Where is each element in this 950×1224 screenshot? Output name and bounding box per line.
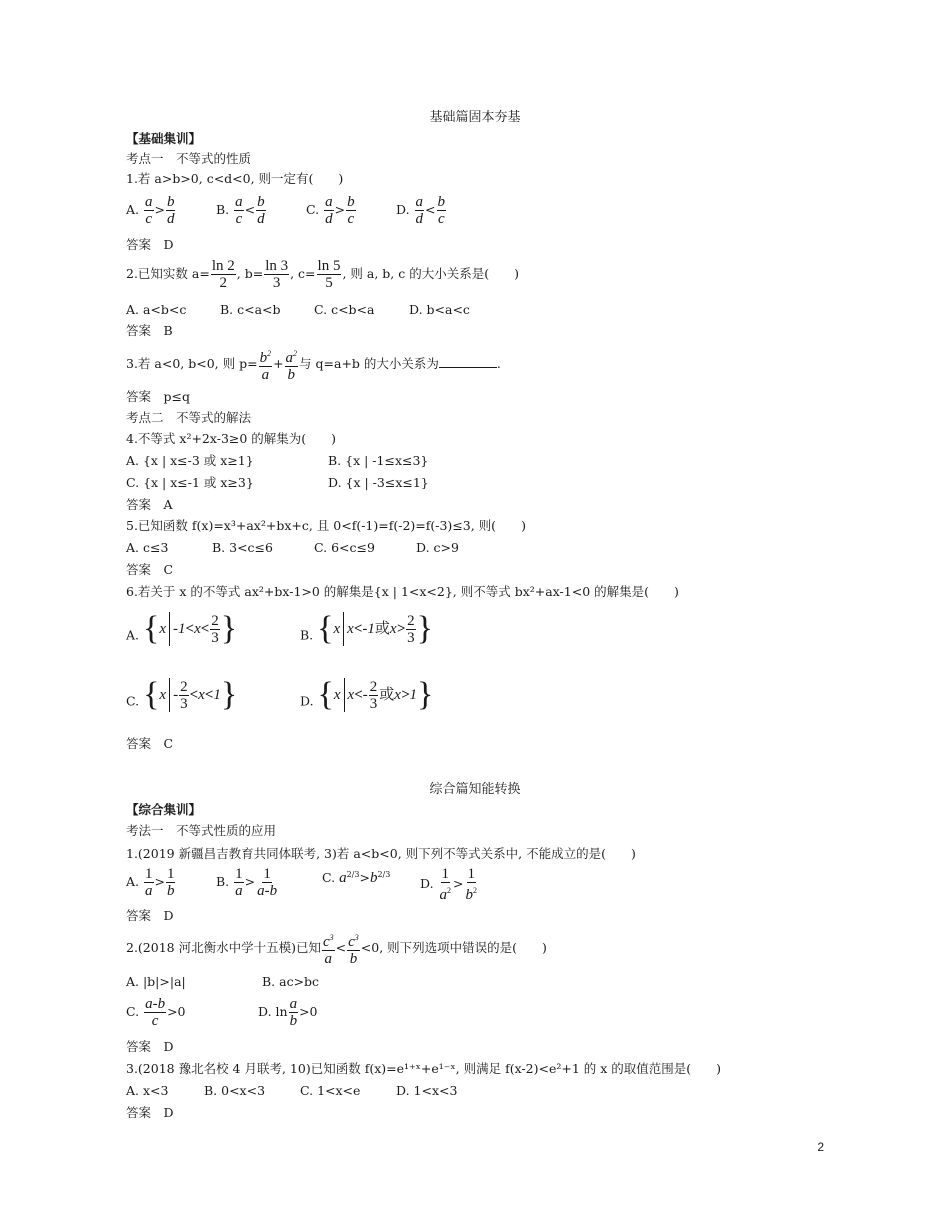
q1-answer: 答案 D (126, 237, 174, 252)
q1-option-b: B. $\frac{a}{c}$ < $\frac{b}{d}$ (216, 194, 265, 227)
question-6: 6.若关于 x 的不等式 ax²+bx-1>0 的解集是{x | 1<x<2}, 则不等式 bx²+ax-1<0 的解集是( ) (126, 584, 679, 599)
q5-option-c: C. 6<c≤9 (314, 540, 375, 555)
section2-title: 综合篇知能转换 (429, 782, 521, 797)
q4-option-c: C. {x | x≤-1 或 x≥3} (126, 475, 254, 490)
q4-option-d: D. {x | -3≤x≤1} (328, 475, 429, 490)
q2-option-c: C. c<b<a (314, 302, 375, 317)
s2-question-1: 1.(2019 新疆昌吉教育共同体联考, 3)若 a<b<0, 则下列不等式关系中, 不能成立的是( ) (126, 846, 636, 861)
q2-answer: 答案 B (126, 323, 173, 338)
q2-option-d: D. b<a<c (409, 302, 470, 317)
s2q2-answer: 答案 D (126, 1039, 174, 1054)
q2-option-a: A. a<b<c (126, 302, 187, 317)
s2q2-option-d: D. ln $\frac{a}{b}$ >0 (258, 996, 318, 1029)
s2q2-option-a: A. |b|>|a| (126, 974, 186, 989)
knowledge-point-2: 考点二 不等式的解法 (126, 410, 252, 425)
question-3: 3.若 a<0, b<0, 则 p= $\frac{b^2}{a}$ + $\frac{a^2}{b}$ 与 q=a+b 的大小关系为 . (126, 346, 501, 383)
question-2: 2.已知实数 a= $\frac{\ln 2}{2}$ , b= $\frac{\ln 3}{3}$ , c= $\frac{\ln 5}{5}$ , 则 a, b, c 的大小关系是( ) (126, 258, 519, 291)
knowledge-point-3: 考法一 不等式性质的应用 (126, 823, 277, 838)
s2q1-option-a: A. $\frac{1}{a}$ > $\frac{1}{b}$ (126, 866, 175, 899)
s2q2-option-c: C. $\frac{a-b}{c}$ >0 (126, 996, 186, 1029)
s2q3-option-c: C. 1<x<e (300, 1083, 361, 1098)
s2q2-option-b: B. ac>bc (262, 974, 320, 989)
q5-option-a: A. c≤3 (126, 540, 169, 555)
q4-option-b: B. {x | -1≤x≤3} (328, 453, 429, 468)
knowledge-point-1: 考点一 不等式的性质 (126, 151, 252, 166)
q1-option-c: C. $\frac{a}{d}$ > $\frac{b}{c}$ (306, 194, 355, 227)
q5-option-d: D. c>9 (416, 540, 459, 555)
s2q1-option-b: B. $\frac{1}{a}$ > $\frac{1}{a-b}$ (216, 866, 278, 899)
s2q3-answer: 答案 D (126, 1105, 174, 1120)
answer-blank (439, 355, 497, 368)
s2-question-3: 3.(2018 豫北名校 4 月联考, 10)已知函数 f(x)=e¹⁺ˣ+e¹⁻ˣ, 则满足 f(x-2)<e²+1 的 x 的取值范围是( ) (126, 1061, 722, 1076)
s2q3-option-b: B. 0<x<3 (204, 1083, 266, 1098)
s2q3-option-a: A. x<3 (126, 1083, 169, 1098)
q6-option-a: A. { x -1 < x < $\frac{2}{3}$ } (126, 610, 238, 647)
q5-option-b: B. 3<c≤6 (212, 540, 273, 555)
section1-header: 【基础集训】 (126, 131, 202, 146)
q6-option-b: B. { x x < -1 或 x > $\frac{2}{3}$ } (300, 610, 433, 647)
q6-option-c: C. { x - $\frac{2}{3}$ < x < 1 } (126, 676, 238, 713)
q5-answer: 答案 C (126, 562, 174, 577)
question-5: 5.已知函数 f(x)=x³+ax²+bx+c, 且 0<f(-1)=f(-2)=f(-3)≤3, 则( ) (126, 518, 526, 533)
q4-option-a: A. {x | x≤-3 或 x≥1} (126, 453, 254, 468)
q6-option-d: D. { x x < - $\frac{2}{3}$ 或 x > 1 } (300, 676, 434, 713)
q2-option-b: B. c<a<b (220, 302, 281, 317)
s2q1-option-c: C. $a^{2/3}>b^{2/3}$ (322, 870, 391, 887)
q1-option-a: A. $\frac{a}{c}$ > $\frac{b}{d}$ (126, 194, 175, 227)
section2-header: 【综合集训】 (126, 802, 202, 817)
q3-answer: 答案 p≤q (126, 389, 190, 404)
s2q3-option-d: D. 1<x<3 (396, 1083, 458, 1098)
s2-question-2: 2.(2018 河北衡水中学十五模)已知 $\frac{c^3}{a}$ < $\frac{c^3}{b}$ <0, 则下列选项中错误的是( ) (126, 930, 547, 967)
s2q1-option-d: D. $\frac{1}{a^2}$ > $\frac{1}{b^2}$ (420, 866, 478, 903)
q4-answer: 答案 A (126, 497, 173, 512)
page-number: 2 (817, 1140, 824, 1154)
section1-title: 基础篇固本夯基 (429, 110, 521, 125)
question-1: 1.若 a>b>0, c<d<0, 则一定有( ) (126, 171, 344, 186)
q6-answer: 答案 C (126, 736, 174, 751)
q1-option-d: D. $\frac{a}{d}$ < $\frac{b}{c}$ (396, 194, 446, 227)
question-4: 4.不等式 x²+2x-3≥0 的解集为( ) (126, 431, 337, 446)
s2q1-answer: 答案 D (126, 908, 174, 923)
